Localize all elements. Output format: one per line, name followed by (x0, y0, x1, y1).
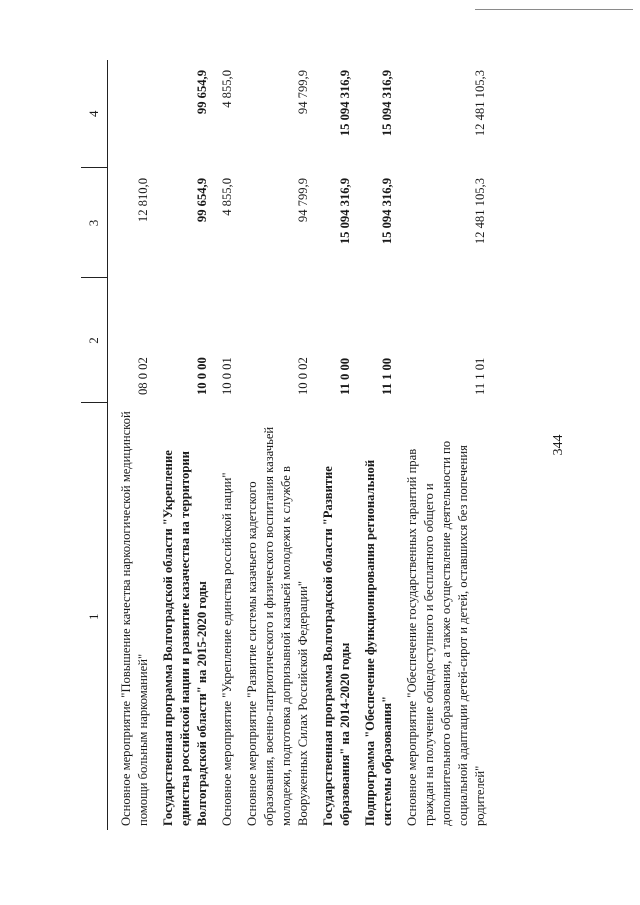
column-header-2: 2 (81, 278, 108, 403)
row-name-cell: Государственная программа Волгоградской области "Укрепление единства российской нации и развитие казачества на территории Волгоградской области" на 2015-2020 годы (161, 450, 209, 826)
row-value-col3: 15 094 316,9 (380, 178, 394, 245)
table-row (155, 60, 214, 830)
row-name-cell: Основное мероприятие "Укрепление единства российской нации" (220, 472, 234, 826)
row-value-col4: 15 094 316,9 (338, 70, 352, 137)
budget-table (81, 60, 492, 830)
row-value-col4: 15 094 316,9 (380, 70, 394, 137)
row-name-cell: Основное мероприятие "Повышение качества наркологической медицинской помощи больным наркоманией" (119, 411, 150, 826)
table-row (399, 60, 492, 830)
table-row (214, 60, 239, 830)
row-code-cell: 11 0 00 (338, 357, 352, 395)
table-row (357, 60, 399, 830)
rotated-page (81, 60, 593, 830)
row-code-cell: 08 0 02 (136, 357, 150, 395)
table-row (315, 60, 357, 830)
row-code-cell: 10 0 02 (296, 357, 310, 395)
column-header-4: 4 (81, 60, 108, 168)
page-number: 344 (551, 434, 566, 456)
row-code-cell: 10 0 00 (195, 357, 209, 395)
row-value-col4: 4 855,0 (220, 70, 234, 108)
scan-edge-line (475, 9, 633, 10)
row-value-col4 (108, 60, 156, 168)
row-value-col3: 94 799,9 (296, 178, 310, 223)
row-code-cell: 11 1 01 (473, 357, 487, 395)
header-row (81, 60, 108, 830)
column-header-1: 1 (81, 403, 108, 830)
row-value-col3: 15 094 316,9 (338, 178, 352, 245)
table-row (239, 60, 315, 830)
row-value-col4: 99 654,9 (195, 70, 209, 115)
row-value-col4: 12 481 105,3 (473, 70, 487, 137)
row-value-col3: 12 481 105,3 (473, 178, 487, 245)
row-name-cell: Государственная программа Волгоградской области "Развитие образования" на 2014-2020 годы (321, 466, 352, 826)
row-value-col3: 4 855,0 (220, 178, 234, 216)
row-name-cell: Основное мероприятие "Развитие системы казачьего кадетского образования, военно-патриотического и физического воспитания казачьей молодежи, подготовка допризывной казачьей молодежи к службе в Вооруженных Силах Российской Федерации" (245, 426, 310, 826)
row-code-cell: 11 1 00 (380, 357, 394, 395)
row-name-cell: Подпрограмма "Обеспечение функционирования региональной системы образования" (363, 459, 394, 826)
column-header-3: 3 (81, 168, 108, 278)
row-value-col4: 94 799,9 (296, 70, 310, 115)
row-name-cell: Основное мероприятие "Обеспечение государственных гарантий прав граждан на получение общедоступного и бесплатного общего и дополнительного образования, а также осуществление деятельности по социальной адаптации детей-сирот и детей, оставшихся без попечения родителей" (405, 440, 487, 826)
table-row (108, 60, 156, 830)
row-code-cell: 10 0 01 (220, 357, 234, 395)
row-value-col3: 12 810,0 (136, 178, 150, 223)
row-value-col3: 99 654,9 (195, 178, 209, 223)
